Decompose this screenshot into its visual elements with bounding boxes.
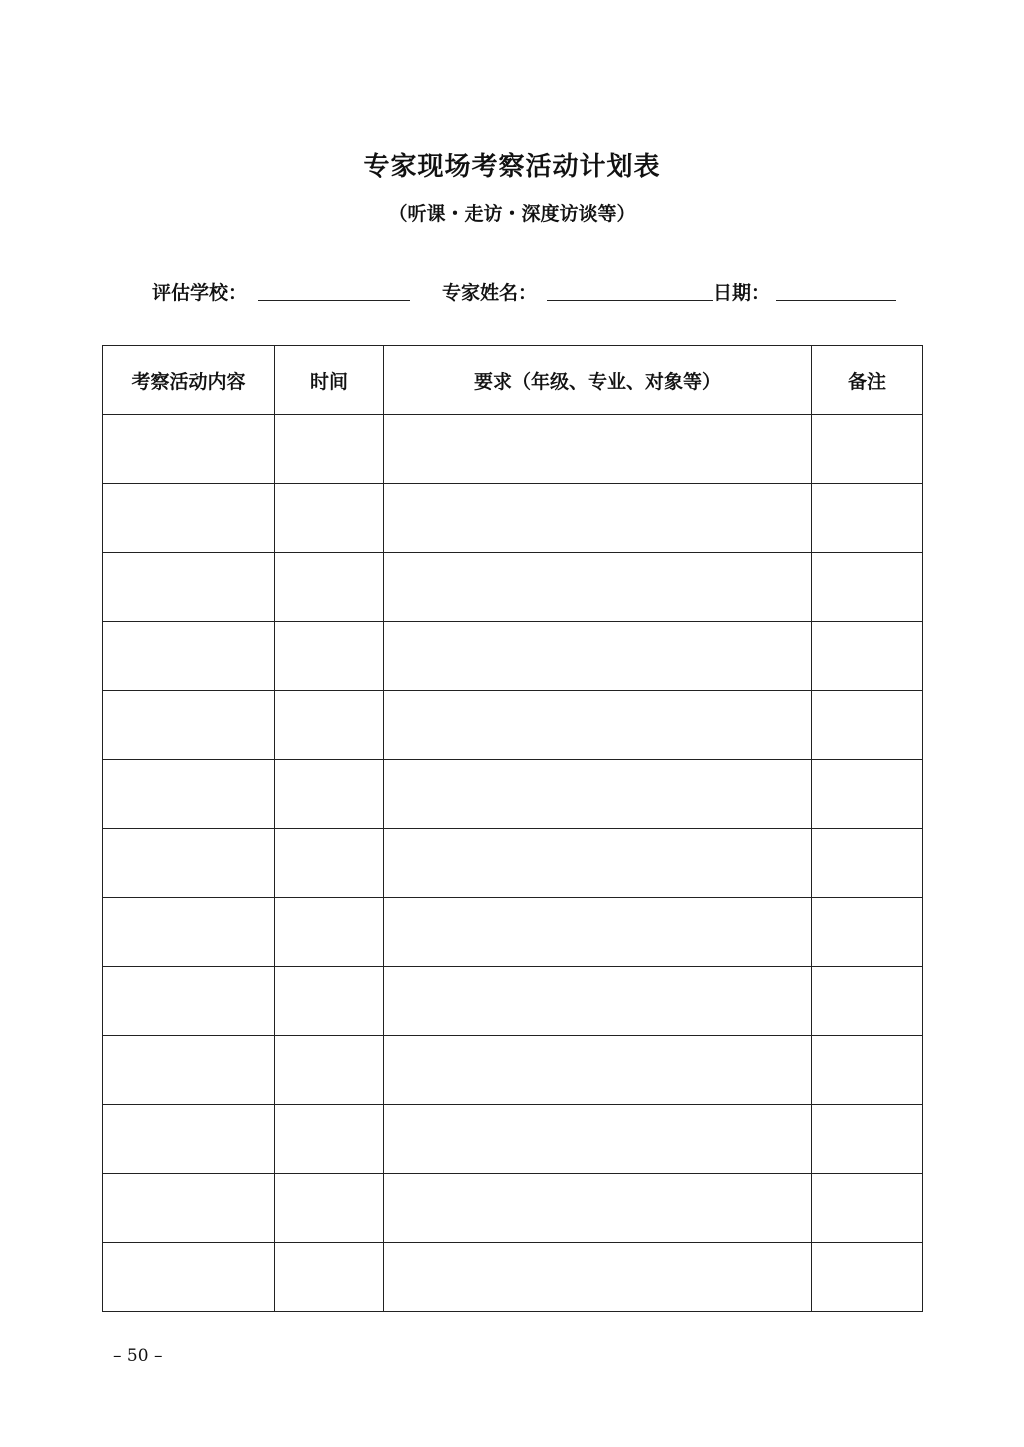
cell-remarks[interactable]: [812, 622, 923, 691]
table-row: [103, 691, 923, 760]
cell-time[interactable]: [275, 898, 384, 967]
cell-activity-content[interactable]: [103, 622, 275, 691]
page-number: – 50 –: [113, 1346, 163, 1366]
cell-requirements[interactable]: [384, 1174, 812, 1243]
cell-time[interactable]: [275, 1174, 384, 1243]
cell-requirements[interactable]: [384, 1036, 812, 1105]
table-row: [103, 1243, 923, 1312]
expert-name-field[interactable]: [547, 300, 713, 301]
cell-activity-content[interactable]: [103, 484, 275, 553]
cell-time[interactable]: [275, 691, 384, 760]
plan-table: [102, 345, 923, 1312]
cell-activity-content[interactable]: [103, 760, 275, 829]
header-remarks: 备注: [812, 346, 923, 415]
cell-remarks[interactable]: [812, 829, 923, 898]
cell-remarks[interactable]: [812, 415, 923, 484]
cell-remarks[interactable]: [812, 1243, 923, 1312]
table-body: [103, 415, 923, 1312]
cell-activity-content[interactable]: [103, 1105, 275, 1174]
expert-name-label: 专家姓名：: [442, 282, 538, 304]
cell-requirements[interactable]: [384, 691, 812, 760]
cell-time[interactable]: [275, 553, 384, 622]
cell-activity-content[interactable]: [103, 691, 275, 760]
cell-time[interactable]: [275, 1105, 384, 1174]
cell-remarks[interactable]: [812, 1174, 923, 1243]
table-row: [103, 967, 923, 1036]
header-requirements: 要求（年级、专业、对象等）: [384, 346, 812, 415]
table-row: [103, 829, 923, 898]
school-label: 评估学校：: [152, 282, 248, 304]
school-field[interactable]: [258, 300, 410, 301]
document-subtitle: （听课・走访・深度访谈等）: [388, 203, 636, 225]
cell-time[interactable]: [275, 829, 384, 898]
cell-requirements[interactable]: [384, 967, 812, 1036]
table-row: [103, 622, 923, 691]
table-row: [103, 760, 923, 829]
cell-requirements[interactable]: [384, 1243, 812, 1312]
cell-requirements[interactable]: [384, 622, 812, 691]
cell-time[interactable]: [275, 484, 384, 553]
table-row: [103, 1174, 923, 1243]
header-time: 时间: [275, 346, 384, 415]
cell-time[interactable]: [275, 1036, 384, 1105]
cell-requirements[interactable]: [384, 553, 812, 622]
cell-requirements[interactable]: [384, 760, 812, 829]
cell-remarks[interactable]: [812, 898, 923, 967]
table-row: [103, 415, 923, 484]
cell-remarks[interactable]: [812, 553, 923, 622]
cell-activity-content[interactable]: [103, 1243, 275, 1312]
table-row: [103, 553, 923, 622]
cell-requirements[interactable]: [384, 1105, 812, 1174]
cell-activity-content[interactable]: [103, 898, 275, 967]
cell-activity-content[interactable]: [103, 553, 275, 622]
header-activity-content: 考察活动内容: [103, 346, 275, 415]
date-label: 日期：: [713, 282, 771, 304]
table-header-row: [103, 346, 923, 415]
table-row: [103, 484, 923, 553]
cell-remarks[interactable]: [812, 1036, 923, 1105]
cell-time[interactable]: [275, 1243, 384, 1312]
cell-activity-content[interactable]: [103, 1036, 275, 1105]
document-title: 专家现场考察活动计划表: [363, 152, 661, 182]
cell-requirements[interactable]: [384, 829, 812, 898]
table-row: [103, 1105, 923, 1174]
cell-requirements[interactable]: [384, 898, 812, 967]
cell-activity-content[interactable]: [103, 967, 275, 1036]
table-row: [103, 898, 923, 967]
cell-time[interactable]: [275, 415, 384, 484]
cell-remarks[interactable]: [812, 1105, 923, 1174]
cell-time[interactable]: [275, 622, 384, 691]
cell-remarks[interactable]: [812, 760, 923, 829]
cell-time[interactable]: [275, 760, 384, 829]
cell-time[interactable]: [275, 967, 384, 1036]
cell-activity-content[interactable]: [103, 1174, 275, 1243]
cell-requirements[interactable]: [384, 484, 812, 553]
cell-remarks[interactable]: [812, 484, 923, 553]
cell-requirements[interactable]: [384, 415, 812, 484]
cell-remarks[interactable]: [812, 691, 923, 760]
table-row: [103, 1036, 923, 1105]
form-fields: [152, 278, 912, 308]
date-field[interactable]: [776, 300, 896, 301]
cell-activity-content[interactable]: [103, 829, 275, 898]
cell-remarks[interactable]: [812, 967, 923, 1036]
cell-activity-content[interactable]: [103, 415, 275, 484]
